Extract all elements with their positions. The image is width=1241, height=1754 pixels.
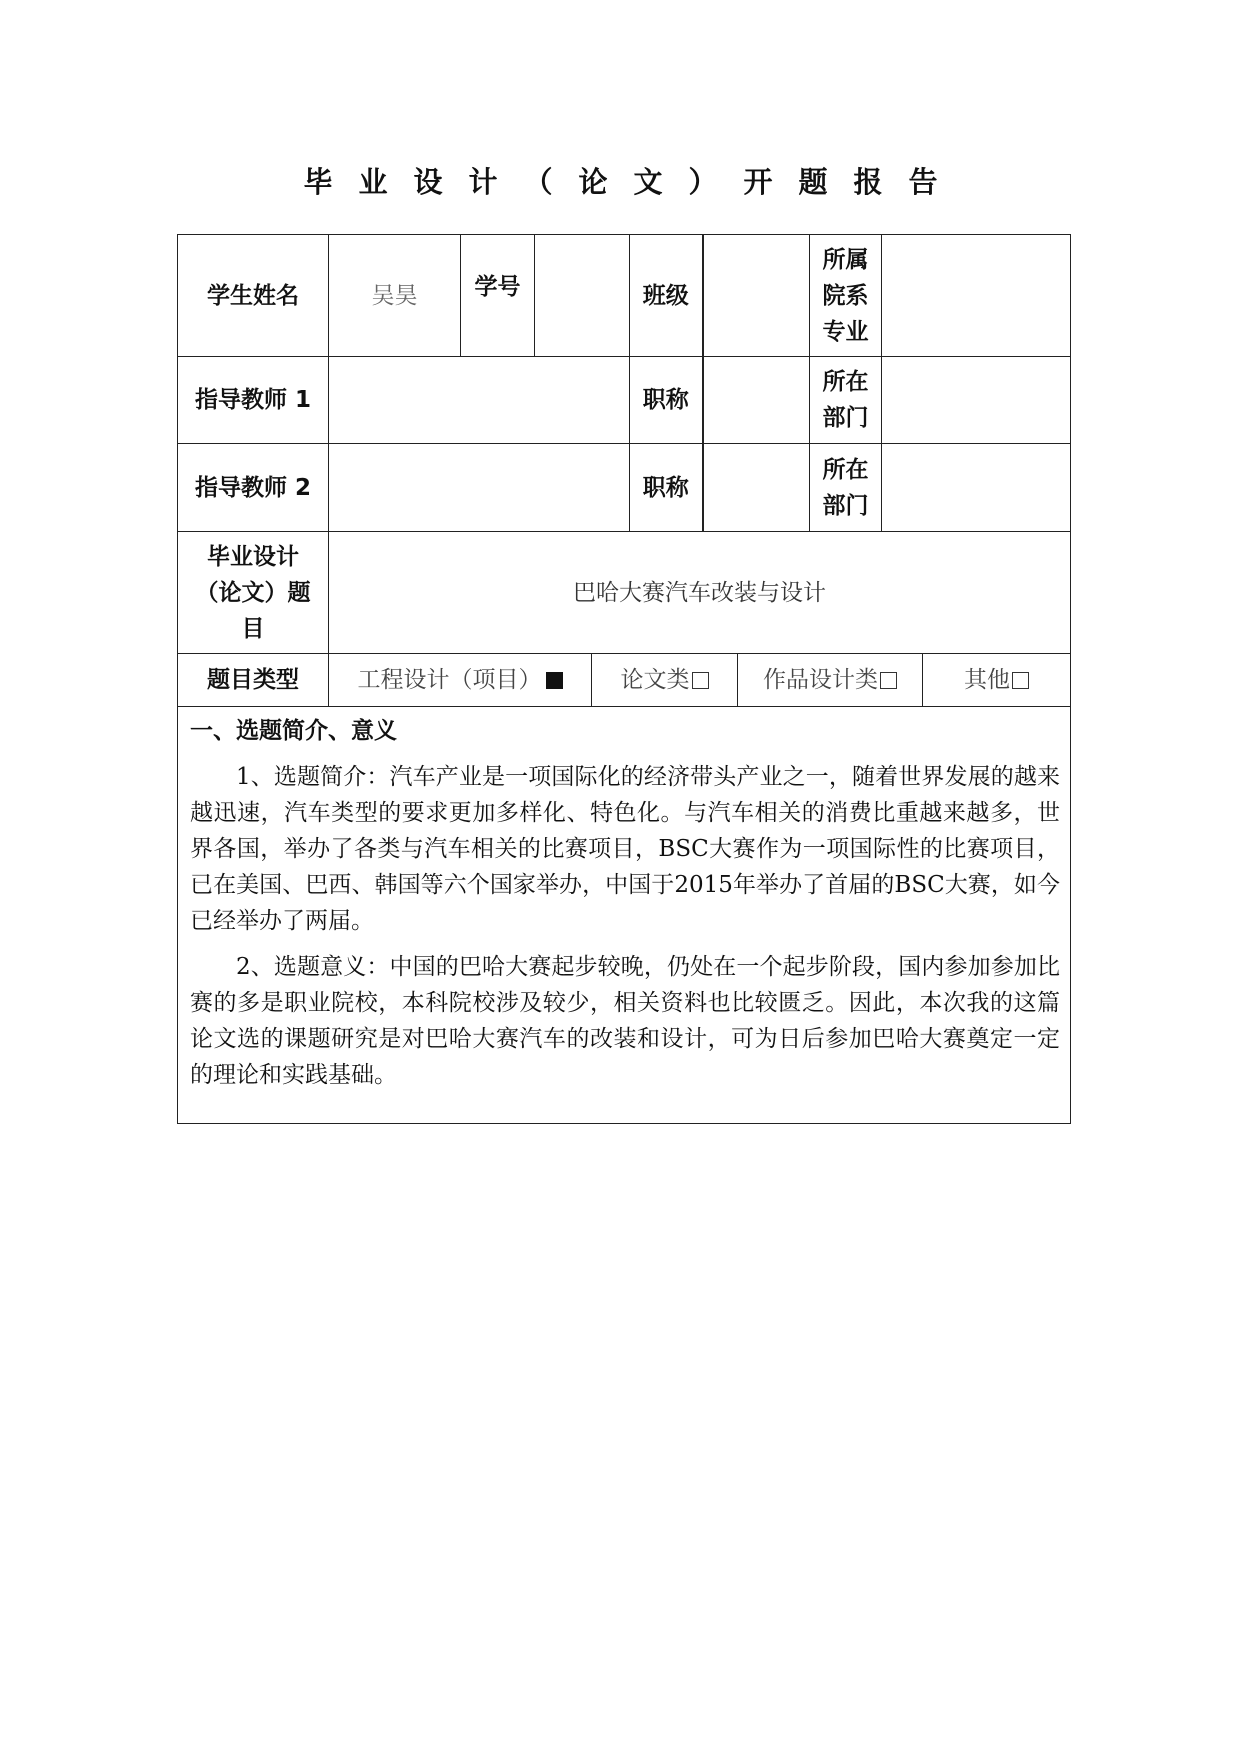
topic-row — [178, 532, 1071, 654]
advisor1-row — [178, 357, 1071, 444]
type-options — [329, 654, 1071, 707]
student-name-value[interactable]: 吴昊 — [329, 235, 461, 357]
topic-label-line-3: 目 — [241, 615, 265, 642]
type-option-thesis[interactable] — [592, 654, 738, 706]
advisor1-title-label: 职称 — [630, 357, 703, 444]
advisor2-dept-label — [810, 444, 882, 532]
advisor1-label: 指导教师 1 — [178, 357, 329, 444]
type-option-work-design-label: 作品设计类 — [763, 667, 878, 693]
advisor1-dept-label-line-2: 部门 — [822, 404, 869, 431]
advisor2-label: 指导教师 2 — [178, 444, 329, 532]
advisor1-dept-label-line-1: 所在 — [822, 368, 869, 395]
dept-major-label — [810, 235, 882, 357]
topic-label-line-2: （论文）题 — [195, 579, 311, 606]
advisor2-value[interactable] — [329, 444, 630, 532]
dept-major-value[interactable] — [882, 235, 1071, 357]
student-id-value[interactable] — [535, 235, 630, 357]
report-form-table — [177, 234, 1071, 1124]
advisor2-row — [178, 444, 1071, 532]
student-name-label: 学生姓名 — [178, 235, 329, 357]
section1-paragraph-1: 1、选题简介：汽车产业是一项国际化的经济带头产业之一，随着世界发展的越来越迅速，汽车类型的要求更加多样化、特色化。与汽车相关的消费比重越来越多，世界各国，举办了各类与汽车相关的比赛项目，BSC大赛作为一项国际性的比赛项目，已在美国、巴西、韩国等六个国家举办，中国于2015年举办了首届的BSC大赛，如今已经举办了两届。 — [190, 764, 1060, 934]
type-option-work-design[interactable] — [738, 654, 923, 706]
advisor2-title-value[interactable] — [703, 444, 810, 532]
checked-box-icon[interactable] — [546, 672, 563, 689]
advisor1-dept-label — [810, 357, 882, 444]
section1-heading: 一、选题简介、意义 — [190, 718, 397, 744]
type-option-engineering-label: 工程设计（项目） — [357, 667, 542, 693]
topic-label — [178, 532, 329, 654]
advisor1-value[interactable] — [329, 357, 630, 444]
checkbox-icon[interactable] — [880, 672, 897, 689]
section1-content — [178, 707, 1071, 1124]
dept-major-label-line-3: 专业 — [822, 317, 869, 345]
type-label: 题目类型 — [178, 654, 329, 707]
type-option-other[interactable] — [923, 654, 1070, 706]
advisor2-dept-value[interactable] — [882, 444, 1071, 532]
type-option-other-label: 其他 — [964, 667, 1010, 693]
type-option-engineering[interactable] — [329, 654, 592, 706]
advisor2-dept-label-line-2: 部门 — [822, 491, 869, 519]
class-label: 班级 — [630, 235, 703, 357]
dept-major-label-line-2: 院系 — [822, 281, 869, 309]
advisor1-dept-value[interactable] — [882, 357, 1071, 444]
student-id-label: 学号 — [461, 235, 535, 357]
type-option-thesis-label: 论文类 — [620, 667, 690, 693]
advisor2-title-label: 职称 — [630, 444, 703, 532]
advisor1-title-value[interactable] — [703, 357, 810, 444]
dept-major-label-line-1: 所属 — [822, 245, 869, 273]
checkbox-icon[interactable] — [692, 672, 709, 689]
checkbox-icon[interactable] — [1012, 672, 1029, 689]
section1-paragraph-2: 2、选题意义：中国的巴哈大赛起步较晚，仍处在一个起步阶段，国内参加参加比赛的多是职业院校，本科院校涉及较少，相关资料也比较匮乏。因此，本次我的这篇论文选的课题研究是对巴哈大赛汽车的改装和设计，可为日后参加巴哈大赛奠定一定的理论和实践基础。 — [190, 954, 1060, 1088]
type-row — [178, 654, 1071, 707]
class-value[interactable] — [703, 235, 810, 357]
student-info-row — [178, 235, 1071, 357]
topic-value[interactable]: 巴哈大赛汽车改装与设计 — [329, 532, 1071, 654]
advisor2-dept-label-line-1: 所在 — [822, 455, 869, 483]
section1-row — [178, 707, 1071, 1124]
page-title: 毕业设计（论文）开题报告 — [303, 165, 964, 199]
topic-label-line-1: 毕业设计 — [207, 543, 299, 570]
